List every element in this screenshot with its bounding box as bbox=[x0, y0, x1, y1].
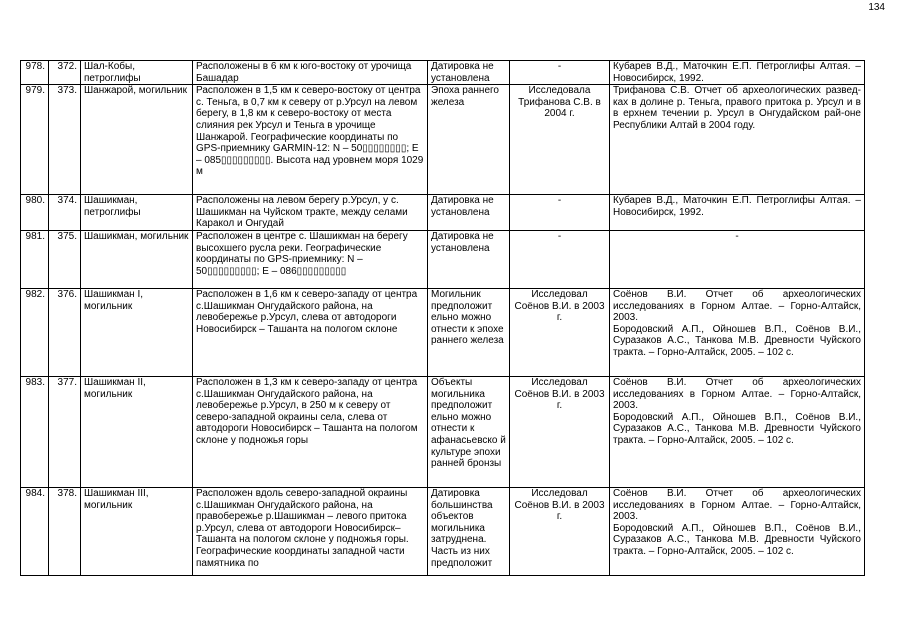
monument-dating: Могильник предположит ельно можно отнести к эпохе раннего железа bbox=[428, 288, 510, 376]
monument-location: Расположен в 1,6 км к северо-западу от центра с.Шашикман Онгудайского района, на левобережье р.Урсул, слева от автодороги Новосибирск – Ташанта на пологом склоне bbox=[193, 288, 428, 376]
monument-name: Шанжарой, могильник bbox=[81, 85, 193, 195]
monument-location: Расположены в 6 км к юго-востоку от урочища Башадар bbox=[193, 61, 428, 85]
table-row bbox=[21, 376, 865, 487]
monument-literature bbox=[610, 85, 865, 195]
monument-researcher: Исследовал Сoёнов В.И. в 2003 г. bbox=[510, 288, 610, 376]
record-number: 978. bbox=[21, 61, 49, 85]
monument-location: Расположен в 1,3 км к северо-западу от центра с.Шашикман Онгудайского района, на левобережье р.Урсул, в 250 м к северу от северо-западной окраины села, слева от автодороги Новосибирск – Ташанта на пологом склоне у подножья горы bbox=[193, 376, 428, 487]
monument-literature bbox=[610, 288, 865, 376]
monument-dating: Датировка большинства объектов могильника затруднена. Часть из них предположит bbox=[428, 487, 510, 575]
sub-number: 378. bbox=[49, 487, 81, 575]
table-body bbox=[21, 61, 865, 576]
record-number: 984. bbox=[21, 487, 49, 575]
monument-location: Расположен в центре с. Шашикман на берегу высохшего русла реки. Географические координаты по GPS-приемнику: N – 50▯▯▯▯▯▯▯▯▯; E – 086▯▯▯▯▯▯▯▯▯ bbox=[193, 230, 428, 288]
literature-entry: Бородовский А.П., Ойношев В.П., Соёнов В.И., Суразаков А.С., Танкова М.В. Древности Чуйского тракта. – Горно-Алтайск, 2005. – 102 с. bbox=[613, 411, 861, 446]
monument-literature bbox=[610, 376, 865, 487]
record-number: 981. bbox=[21, 230, 49, 288]
monument-dating: Датировка не установлена bbox=[428, 195, 510, 231]
monument-location: Расположен в 1,5 км к северо-востоку от центра с. Теньга, в 0,7 км к северу от р.Урсул на левом берегу, в 1,8 км к северо-востоку от места слияния рек Урсул и Теньга в урочище Шанжарой. Географические координаты по GPS-приемнику GARMIN-12: N – 50▯▯▯▯▯▯▯▯; E – 085▯▯▯▯▯▯▯▯▯. Высота над уровнем моря 1029 м bbox=[193, 85, 428, 195]
sub-number: 375. bbox=[49, 230, 81, 288]
literature-entry: Бородовский А.П., Ойношев В.П., Соёнов В.И., Суразаков А.С., Танкова М.В. Древности Чуйского тракта. – Горно-Алтайск, 2005. – 102 с. bbox=[613, 323, 861, 358]
sub-number: 372. bbox=[49, 61, 81, 85]
table-row bbox=[21, 288, 865, 376]
literature-entry: Соёнов В.И. Отчет об археологических исследованиях в Горном Алтае. – Горно-Алтайск, 2003. bbox=[613, 376, 861, 412]
monument-researcher: - bbox=[510, 61, 610, 85]
monument-name: Шал-Кобы, петроглифы bbox=[81, 61, 193, 85]
monument-dating: Объекты могильника предположит ельно можно отнести к афанасьевско й культуре эпохи ранней бронзы bbox=[428, 376, 510, 487]
monument-literature bbox=[610, 61, 865, 85]
monument-researcher: - bbox=[510, 195, 610, 231]
sub-number: 376. bbox=[49, 288, 81, 376]
record-number: 983. bbox=[21, 376, 49, 487]
monument-dating: Эпоха раннего железа bbox=[428, 85, 510, 195]
monument-researcher: - bbox=[510, 230, 610, 288]
literature-entry: Кубарев В.Д., Маточкин Е.П. Петроглифы Алтая. – Новосибирск, 1992. bbox=[613, 61, 861, 84]
monument-literature bbox=[610, 487, 865, 575]
literature-entry: Бородовский А.П., Ойношев В.П., Соёнов В.И., Суразаков А.С., Танкова М.В. Древности Чуйского тракта. – Горно-Алтайск, 2005. – 102 с. bbox=[613, 522, 861, 557]
table-row bbox=[21, 230, 865, 288]
monuments-table bbox=[20, 60, 865, 576]
sub-number: 377. bbox=[49, 376, 81, 487]
monument-dating: Датировка не установлена bbox=[428, 230, 510, 288]
monument-name: Шашикман II, могильник bbox=[81, 376, 193, 487]
monument-name: Шашикман I, могильник bbox=[81, 288, 193, 376]
monument-dating: Датировка не установлена bbox=[428, 61, 510, 85]
monument-literature bbox=[610, 230, 865, 288]
record-number: 979. bbox=[21, 85, 49, 195]
monument-researcher: Исследовал Сoёнов В.И. в 2003 г. bbox=[510, 487, 610, 575]
literature-entry: Соёнов В.И. Отчет об археологических исследованиях в Горном Алтае. – Горно-Алтайск, 2003. bbox=[613, 487, 861, 523]
table-row bbox=[21, 85, 865, 195]
literature-entry: Кубарев В.Д., Маточкин Е.П. Петроглифы Алтая. – Новосибирск, 1992. bbox=[613, 195, 861, 218]
literature-entry: Соёнов В.И. Отчет об археологических исследованиях в Горном Алтае. – Горно-Алтайск, 2003. bbox=[613, 288, 861, 324]
record-number: 980. bbox=[21, 195, 49, 231]
table-row bbox=[21, 195, 865, 231]
page-number: 134 bbox=[868, 2, 885, 13]
literature-entry: - bbox=[735, 230, 739, 242]
sub-number: 373. bbox=[49, 85, 81, 195]
monument-location: Расположены на левом берегу р.Урсул, у с. Шашикман на Чуйском тракте, между селами Каракол и Онгудай bbox=[193, 195, 428, 231]
record-number: 982. bbox=[21, 288, 49, 376]
monument-name: Шашикман, могильник bbox=[81, 230, 193, 288]
monument-literature bbox=[610, 195, 865, 231]
sub-number: 374. bbox=[49, 195, 81, 231]
monument-name: Шашикман III, могильник bbox=[81, 487, 193, 575]
literature-entry: Трифанова С.В. Отчет об археологических развед-ках в долине р. Теньга, правого притока р. Урсул и в в ерхнем течении р. Урсул в Онгудайском рай-оне Республики Алтай в 2004 году. bbox=[613, 85, 861, 131]
monument-location: Расположен вдоль северо-западной окраины с.Шашикман Онгудайского района, на правобережье р.Шашикман – левого притока р.Урсул, слева от автодороги Новосибирск–Ташанта на пологом склоне у подножья горы. Географические координаты западной части памятника по bbox=[193, 487, 428, 575]
monument-researcher: Исследовала Трифанова С.В. в 2004 г. bbox=[510, 85, 610, 195]
table-row bbox=[21, 61, 865, 85]
monument-name: Шашикман, петроглифы bbox=[81, 195, 193, 231]
table-row bbox=[21, 487, 865, 575]
monument-researcher: Исследовал Сoёнов В.И. в 2003 г. bbox=[510, 376, 610, 487]
